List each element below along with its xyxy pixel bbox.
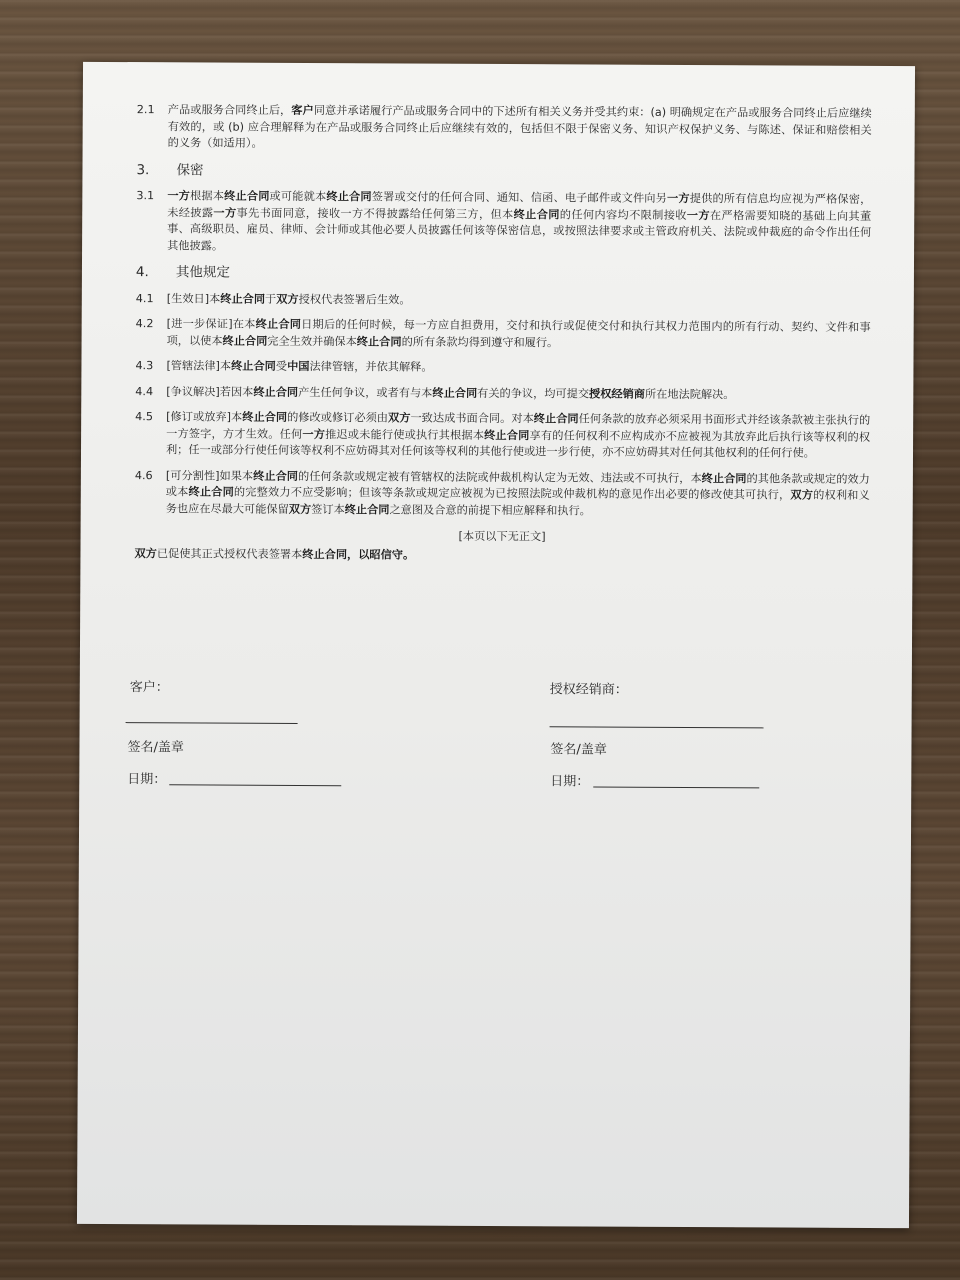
clause-number: 4.6 bbox=[134, 468, 153, 482]
clause-number: 4.5 bbox=[135, 410, 154, 424]
clause-4-2 bbox=[136, 316, 871, 353]
clause-4-4 bbox=[135, 384, 870, 404]
clause-number: 3.1 bbox=[136, 189, 155, 203]
clause-number: 4.4 bbox=[135, 384, 154, 398]
dealer-date-label: 日期： bbox=[550, 774, 590, 790]
customer-sign-seal-label: 签名/盖章 bbox=[127, 740, 184, 756]
dealer-date-line[interactable] bbox=[593, 787, 759, 789]
customer-date-line[interactable] bbox=[169, 784, 341, 786]
clause-number: 4.3 bbox=[135, 359, 154, 373]
customer-signature-line[interactable] bbox=[126, 722, 298, 724]
clause-number: 2.1 bbox=[136, 103, 155, 117]
clause-4-6 bbox=[135, 468, 870, 521]
clause-4-1 bbox=[136, 291, 871, 311]
clause-text: 产品或服务合同终止后，客户同意并承诺履行产品或服务合同中的下述所有相关义务并受其约束：(a) 明确规定在产品或服务合同终止后应继续有效的，或 (b) 应合理解释为在产品或服务合同终止后应继续有效的，包括但不限于保密义务、知识产权保护义务、与陈述、保证和赔偿相关的义务（如适用）。 bbox=[167, 103, 872, 150]
dealer-signature-line[interactable] bbox=[550, 726, 764, 728]
clause-text: [修订或放弃]本终止合同的修改或修订必须由双方一致达成书面合同。对本终止合同任何条款的放弃必须采用书面形式并经该条款被主张执行的一方签字，方才生效。任何一方推迟或未能行使或执行其根据本终止合同享有的任何权利不应构成亦不应被视为其放弃此后执行该等权利的权利；任一或部分行使任何该等权利不应妨碍其对任何该等权利的其他行使或进一步行使，亦不应妨碍其对任何其他权利的任何行使。 bbox=[165, 410, 871, 460]
section-heading-4: 4. 其他规定 bbox=[135, 264, 230, 281]
clause-3-1 bbox=[136, 188, 871, 258]
document-body bbox=[134, 102, 871, 566]
clause-text: [争议解决]若因本终止合同产生任何争议，或者有与本终止合同有关的争议，均可提交授权经销商所在地法院解决。 bbox=[166, 384, 735, 401]
witness-statement: 双方已促使其正式授权代表签署本终止合同，以昭信守。 bbox=[134, 546, 415, 562]
clause-2-1 bbox=[137, 102, 872, 155]
clause-4-5 bbox=[135, 409, 870, 462]
clause-text: [生效日]本终止合同于双方授权代表签署后生效。 bbox=[166, 291, 411, 307]
clause-number: 4.2 bbox=[135, 317, 154, 331]
clause-text: [管辖法律]本终止合同受中国法律管辖，并依其解释。 bbox=[166, 359, 433, 374]
dealer-sign-seal-label: 签名/盖章 bbox=[550, 742, 607, 758]
dealer-label: 授权经销商： bbox=[549, 682, 628, 698]
section-title: 保密 bbox=[176, 161, 204, 178]
customer-label: 客户： bbox=[129, 680, 169, 696]
clause-text: [可分割性]如果本终止合同的任何条款或规定被有管辖权的法院或仲裁机构认定为无效、违法或不可执行，本终止合同的其他条款或规定的效力或本终止合同的完整效力不应受影响；但该等条款或规定应被视为已按照法院或仲裁机构的意见作出必要的修改使其可执行，双方的权利和义务也应在尽最大可能保留双方签订本终止合同之意图及合意的前提下相应解释和执行。 bbox=[165, 468, 870, 517]
customer-date-label: 日期： bbox=[127, 772, 167, 788]
section-heading-3: 3. 保密 bbox=[136, 161, 204, 178]
section-title: 其他规定 bbox=[175, 264, 230, 281]
clause-4-3 bbox=[135, 358, 870, 378]
end-of-text-note: [本页以下无正文] bbox=[458, 529, 546, 544]
clause-number: 4.1 bbox=[135, 291, 154, 305]
clause-text: 一方根据本终止合同或可能就本终止合同签署或交付的任何合同、通知、信函、电子邮件或文件向另一方提供的所有信息均应视为严格保密，未经披露一方事先书面同意，接收一方不得披露给任何第三方，但本终止合同的任何内容均不限制接收一方在严格需要知晓的基础上向其董事、高级职员、雇员、律师、会计师或其他必要人员披露任何该等保密信息，或按照法律要求或主管政府机关、法院或仲裁庭的命令作出任何其他披露。 bbox=[167, 189, 872, 253]
document-page bbox=[77, 62, 915, 1228]
clause-text: [进一步保证]在本终止合同日期后的任何时候，每一方应自担费用，交付和执行或促使交付和执行其权力范围内的所有行动、契约、文件和事项，以使本终止合同完全生效并确保本终止合同的所有条款均得到遵守和履行。 bbox=[166, 317, 871, 349]
